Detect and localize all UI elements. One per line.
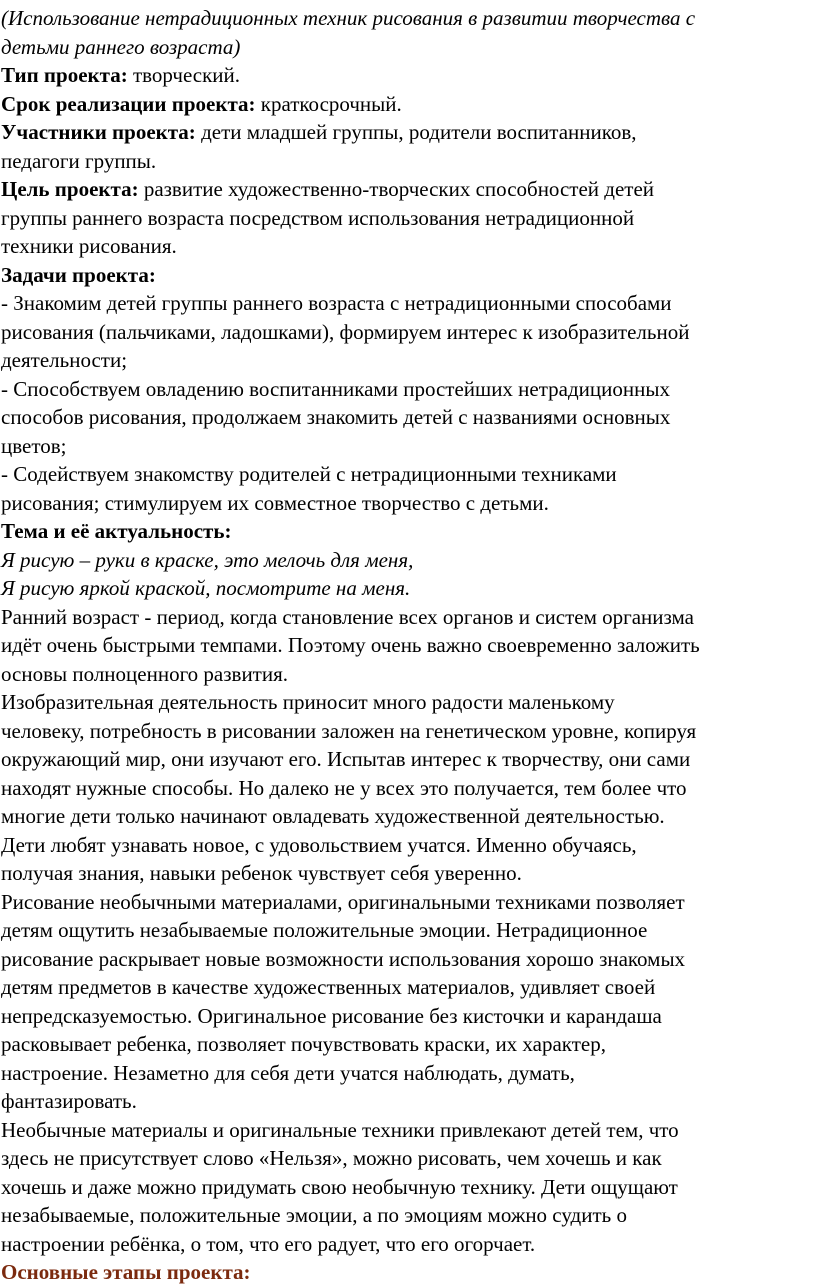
task-line: цветов; xyxy=(1,433,67,458)
task-item xyxy=(1,460,816,517)
topic-paragraph xyxy=(1,603,816,689)
paragraph-line: детям предметов в качестве художественных материалов, удивляет своей xyxy=(1,975,656,999)
participants xyxy=(1,118,816,175)
paragraph-line: непредсказуемостью. Оригинальное рисование без кисточки и карандаша xyxy=(1,1003,662,1028)
task-line: - Содействуем знакомству родителей с нетрадиционными техниками xyxy=(1,462,617,486)
paragraph-line: Изобразительная деятельность приносит много радости маленькому xyxy=(1,690,615,714)
paragraph-line: Дети любят узнавать новое, с удовольствием учатся. Именно обучаясь, xyxy=(1,832,637,857)
project-type-value: творческий. xyxy=(127,63,241,87)
paragraph-line: находят нужные способы. Но далеко не у всех это получается, тем более что xyxy=(1,775,687,800)
paragraph-line: Рисование необычными материалами, оригинальными техниками позволяет xyxy=(1,889,685,914)
paragraph-line: фантазировать. xyxy=(1,1089,137,1113)
topic-heading xyxy=(1,517,816,546)
paragraph-line: детям ощутить незабываемые положительные эмоции. Нетрадиционное xyxy=(1,918,648,942)
project-goal xyxy=(1,175,816,261)
goal-value: развитие художественно-творческих способностей детей xyxy=(138,177,655,201)
intro-subtitle-line: (Использование нетрадиционных техник рисования в развитии творчества с xyxy=(1,6,696,30)
paragraph-line: человеку, потребность в рисовании заложен на генетическом уровне, копируя xyxy=(1,718,697,743)
topic-paragraph xyxy=(1,888,816,1116)
paragraph-line: здесь не присутствует слово «Нельзя», можно рисовать, чем хочешь и как xyxy=(1,1146,662,1170)
paragraph-line: хочешь и даже можно придумать свою необычную технику. Дети ощущают xyxy=(1,1174,678,1199)
paragraph-line: настроении ребёнка, о том, что его радует, что его огорчает. xyxy=(1,1231,536,1256)
tasks-label: Задачи проекта: xyxy=(1,262,156,287)
task-line: - Знакомим детей группы раннего возраста с нетрадиционными способами xyxy=(1,291,672,315)
topic-poem xyxy=(1,546,816,603)
goal-label: Цель проекта: xyxy=(1,177,139,201)
topic-paragraph xyxy=(1,1116,816,1259)
task-line: рисования (пальчиками, ладошками), формируем интерес к изобразительной xyxy=(1,319,690,344)
paragraph-line: незабываемые, положительные эмоции, а по эмоциям можно судить о xyxy=(1,1203,627,1227)
poem-line: Я рисую яркой краской, посмотрите на меня. xyxy=(1,576,411,600)
paragraph-line: Ранний возраст - период, когда становление всех органов и систем организма xyxy=(1,604,694,629)
paragraph-line: настроение. Незаметно для себя дети учатся наблюдать, думать, xyxy=(1,1060,575,1085)
project-term xyxy=(1,90,816,119)
task-line: деятельности; xyxy=(1,348,128,372)
paragraph-line: Необычные материалы и оригинальные техники привлекают детей тем, что xyxy=(1,1117,679,1142)
goal-value: техники рисования. xyxy=(1,234,177,258)
task-item xyxy=(1,375,816,461)
intro-subtitle xyxy=(1,4,816,61)
task-line: способов рисования, продолжаем знакомить детей с названиями основных xyxy=(1,405,671,429)
paragraph-line: основы полноценного развития. xyxy=(1,661,289,686)
task-item xyxy=(1,289,816,375)
paragraph-line: многие дети только начинают овладевать художественной деятельностью. xyxy=(1,804,665,828)
stages-heading xyxy=(1,1258,816,1287)
stages-label: Основные этапы проекта: xyxy=(1,1260,251,1284)
project-term-label: Срок реализации проекта: xyxy=(1,91,256,116)
participants-value: педагоги группы. xyxy=(1,148,157,173)
paragraph-line: окружающий мир, они изучают его. Испытав интерес к творчеству, они сами xyxy=(1,747,691,771)
topic-paragraph xyxy=(1,688,816,888)
paragraph-line: получая знания, навыки ребенок чувствует себя уверенно. xyxy=(1,861,522,885)
paragraph-line: расковывает ребенка, позволяет почувствовать краски, их характер, xyxy=(1,1032,606,1056)
project-type xyxy=(1,61,816,90)
goal-value: группы раннего возраста посредством использования нетрадиционной xyxy=(1,205,635,230)
project-type-label: Тип проекта: xyxy=(1,63,128,87)
participants-label: Участники проекта: xyxy=(1,120,196,144)
participants-value: дети младшей группы, родители воспитанников, xyxy=(195,120,637,144)
poem-line: Я рисую – руки в краске, это мелочь для меня, xyxy=(1,547,414,572)
tasks-heading xyxy=(1,261,816,290)
topic-label: Тема и её актуальность: xyxy=(1,519,232,543)
paragraph-line: идёт очень быстрыми темпами. Поэтому очень важно своевременно заложить xyxy=(1,633,700,657)
task-line: - Способствуем овладению воспитанниками простейших нетрадиционных xyxy=(1,376,670,401)
intro-subtitle-line: детьми раннего возраста) xyxy=(1,34,241,59)
project-term-value: краткосрочный. xyxy=(255,91,402,116)
task-line: рисования; стимулируем их совместное творчество с детьми. xyxy=(1,490,549,515)
paragraph-line: рисование раскрывает новые возможности использования хорошо знакомых xyxy=(1,946,686,971)
